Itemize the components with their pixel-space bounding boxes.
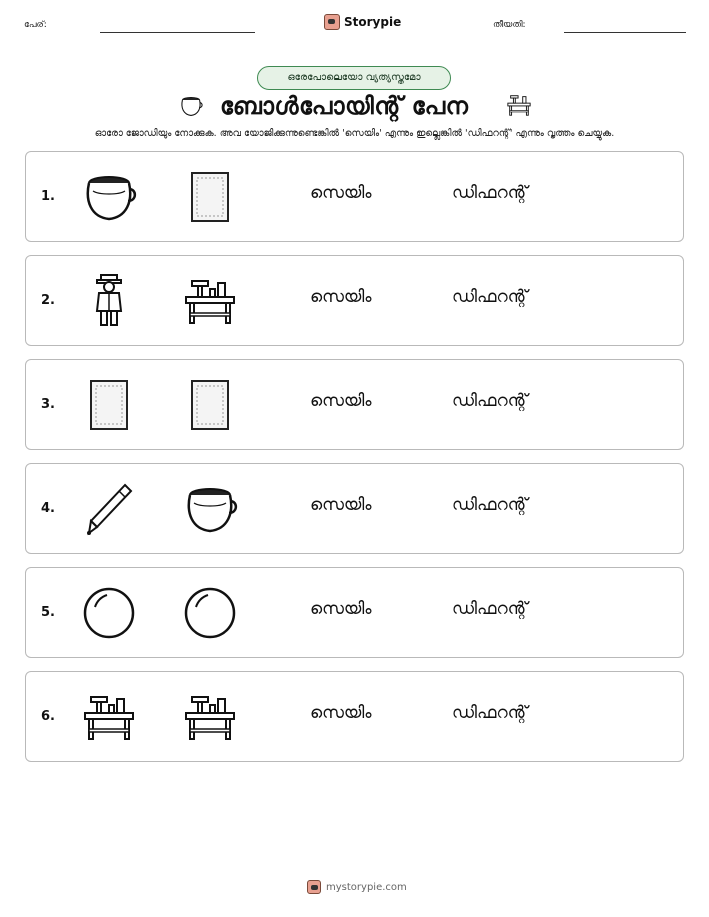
pot-icon	[81, 169, 137, 225]
option-same[interactable]: സെയിം	[310, 495, 372, 515]
question-number: 6.	[41, 709, 55, 724]
ball-icon	[182, 585, 238, 641]
option-same[interactable]: സെയിം	[310, 287, 372, 307]
brand-name: Storypie	[344, 15, 402, 29]
question-number: 3.	[41, 397, 55, 412]
storypie-logo-icon	[324, 14, 340, 30]
name-line	[100, 32, 255, 33]
question-number: 4.	[41, 501, 55, 516]
option-different[interactable]: ഡിഫറന്റ്	[452, 287, 528, 307]
paper-icon	[182, 377, 238, 433]
question-number: 5.	[41, 605, 55, 620]
option-different[interactable]: ഡിഫറന്റ്	[452, 183, 528, 203]
option-different[interactable]: ഡിഫറന്റ്	[452, 599, 528, 619]
pot-title-icon	[178, 94, 204, 118]
workbench-icon	[81, 689, 137, 745]
paper-icon	[182, 169, 238, 225]
option-same[interactable]: സെയിം	[310, 599, 372, 619]
instructions: ഓരോ ജോഡിയും നോക്കുക. അവ യോജിക്കുന്നുണ്ടെങ്കിൽ 'സെയിം' എന്നും ഇല്ലെങ്കിൽ 'ഡിഫറന്റ്' എന്നും വൃത്തം ചെയ്യുക.	[94, 128, 615, 139]
name-label: പേര്:	[24, 20, 47, 30]
date-line	[564, 32, 686, 33]
question-row-2	[25, 255, 684, 346]
question-row-1	[25, 151, 684, 242]
workbench-title-icon	[505, 92, 533, 118]
pen-icon	[81, 481, 137, 537]
ball-icon	[81, 585, 137, 641]
question-row-5	[25, 567, 684, 658]
page-title: ബോൾപോയിന്റ് പേന	[220, 92, 469, 120]
man-icon	[81, 273, 137, 329]
option-same[interactable]: സെയിം	[310, 183, 372, 203]
title-row	[0, 92, 709, 122]
question-row-4	[25, 463, 684, 554]
paper-icon	[81, 377, 137, 433]
option-same[interactable]: സെയിം	[310, 391, 372, 411]
option-different[interactable]: ഡിഫറന്റ്	[452, 495, 528, 515]
brand	[324, 14, 401, 30]
date-label: തീയതി:	[493, 20, 526, 30]
storypie-logo-icon	[307, 880, 321, 894]
option-different[interactable]: ഡിഫറന്റ്	[452, 703, 528, 723]
question-number: 2.	[41, 293, 55, 308]
pot-icon	[182, 481, 238, 537]
footer-url[interactable]: mystorypie.com	[326, 881, 407, 893]
option-same[interactable]: സെയിം	[310, 703, 372, 723]
workbench-icon	[182, 273, 238, 329]
option-different[interactable]: ഡിഫറന്റ്	[452, 391, 528, 411]
question-number: 1.	[41, 189, 55, 204]
category-badge: ഒരേപോലെയോ വ്യത്യസ്തമോ	[257, 66, 451, 90]
question-row-6	[25, 671, 684, 762]
question-row-3	[25, 359, 684, 450]
workbench-icon	[182, 689, 238, 745]
footer	[307, 880, 407, 894]
